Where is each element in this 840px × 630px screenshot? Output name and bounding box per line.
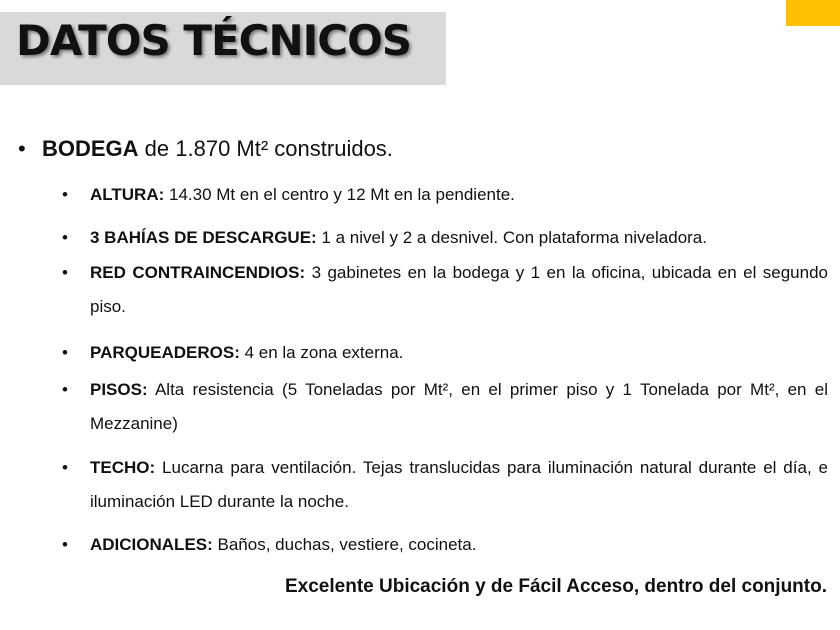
bullet-icon: • bbox=[62, 458, 68, 477]
bullet-icon: • bbox=[62, 535, 68, 554]
bullet-icon: • bbox=[62, 228, 68, 247]
detail-label: PISOS: bbox=[90, 380, 148, 399]
detail-text bbox=[90, 336, 828, 370]
detail-item-adicionales bbox=[62, 528, 828, 562]
detail-item-altura bbox=[62, 178, 828, 212]
bullet-icon: • bbox=[62, 263, 68, 282]
accent-block bbox=[786, 0, 840, 26]
detail-value: 1 a nivel y 2 a desnivel. Con plataforma niveladora. bbox=[316, 228, 707, 247]
detail-item-pisos bbox=[62, 373, 828, 441]
detail-value: Baños, duchas, vestiere, cocineta. bbox=[212, 535, 477, 554]
detail-label: ALTURA: bbox=[90, 185, 165, 204]
bullet-icon: • bbox=[18, 136, 26, 161]
detail-text bbox=[90, 451, 828, 519]
detail-value: 3 gabinetes en la bodega y 1 en la oficina, ubicada en el segundo piso. bbox=[90, 263, 828, 316]
bullet-icon: • bbox=[62, 185, 68, 204]
detail-label: ADICIONALES: bbox=[90, 535, 213, 554]
detail-text bbox=[90, 178, 828, 212]
detail-label: 3 BAHÍAS DE DESCARGUE: bbox=[90, 228, 317, 247]
detail-item-red-contraincendios bbox=[62, 256, 828, 324]
detail-item-parqueaderos bbox=[62, 336, 828, 370]
detail-item-bahias bbox=[62, 221, 828, 255]
detail-value: Lucarna para ventilación. Tejas translucidas para iluminación natural durante el día, e iluminación LED durante la noche. bbox=[90, 458, 828, 511]
footer-tagline: Excelente Ubicación y de Fácil Acceso, dentro del conjunto. bbox=[285, 576, 827, 597]
page-title: DATOS TÉCNICOS bbox=[16, 16, 412, 65]
detail-value: 4 en la zona externa. bbox=[239, 343, 404, 362]
detail-label: TECHO: bbox=[90, 458, 156, 477]
main-item-bodega bbox=[18, 136, 393, 162]
detail-text bbox=[90, 528, 828, 562]
bullet-icon: • bbox=[62, 343, 68, 362]
detail-label: PARQUEADEROS: bbox=[90, 343, 240, 362]
detail-text bbox=[90, 373, 828, 441]
detail-item-techo bbox=[62, 451, 828, 519]
main-item-text: de 1.870 Mt² construidos. bbox=[138, 136, 393, 161]
main-item-label: BODEGA bbox=[42, 136, 139, 161]
detail-value: Alta resistencia (5 Toneladas por Mt², en el primer piso y 1 Tonelada por Mt², en el Mezzanine) bbox=[90, 380, 828, 433]
detail-text bbox=[90, 256, 828, 324]
detail-value: 14.30 Mt en el centro y 12 Mt en la pendiente. bbox=[164, 185, 515, 204]
bullet-icon: • bbox=[62, 380, 68, 399]
detail-text bbox=[90, 221, 828, 255]
detail-label: RED CONTRAINCENDIOS: bbox=[90, 263, 306, 282]
